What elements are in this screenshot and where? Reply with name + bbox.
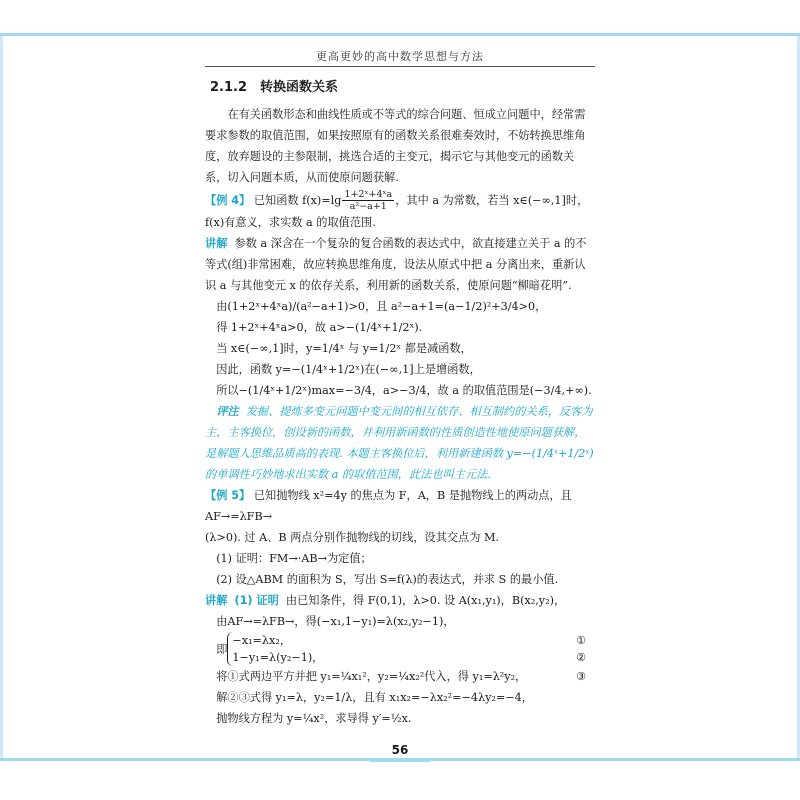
example-5-text-1: 已知抛物线 x²=4y 的焦点为 F，A，B 是抛物线上的两动点，且AF→=λFB→ — [205, 489, 572, 523]
step-5-3-text: 将①式两边平方并把 y₁=¼x₁²，y₂=¼x₂²代入，得 y₁=λ²y₂， — [216, 670, 527, 683]
step-4-5: 所以−(1/4ˣ+1/2ˣ)max=−3/4，a>−3/4，故 a 的取值范围是(−3/4,+∞). — [216, 384, 592, 397]
explanation-4-tag: 讲解 — [205, 237, 228, 250]
example-4-text-a: 已知函数 f(x)=lg — [253, 193, 342, 207]
example-4-line-1 — [205, 188, 595, 212]
running-head: 更高更妙的高中数学思想与方法 — [316, 50, 484, 63]
system-eq-2: 1−y₁=λ(y₂−1)， — [232, 651, 324, 664]
intro-paragraph: 在有关函数形态和曲线性质或不等式的综合问题、恒成立问题中，经常需要求参数的取值范围，如果按照原有的函数关系很难奏效时，不妨转换思维角度，放弃题设的主参限制，挑选合适的主变元，揭示它与其他变元的函数关系，切入问题本质，从而使原问题获解. — [205, 108, 586, 184]
section-title: 2.1.2 转换函数关系 — [210, 80, 339, 95]
fraction-numerator: 1+2ˣ+4ˣa — [344, 188, 393, 200]
fraction-denominator: a²−a+1 — [349, 200, 387, 212]
example-5-q1: (1) 证明：FM→·AB→为定值； — [216, 552, 372, 565]
explanation-5-sub: (1) 证明 — [234, 594, 279, 607]
review-4 — [205, 401, 595, 485]
example-4-tag: 【例 4】 — [205, 193, 251, 207]
step-4-4: 因此，函数 y=−(1/4ˣ+1/2ˣ)在(−∞,1]上是增函数， — [216, 363, 481, 376]
explanation-5-text: 由已知条件，得 F(0,1)，λ>0. 设 A(x₁,y₁)，B(x₂,y₂)， — [285, 594, 566, 607]
explanation-5-tag: 讲解 — [205, 594, 228, 607]
example-4-fraction — [342, 189, 394, 212]
eq-number-3: ③ — [576, 670, 587, 683]
explanation-4 — [205, 233, 595, 296]
left-rail — [0, 36, 3, 758]
explanation-5 — [205, 590, 595, 611]
example-5-line-1 — [205, 485, 595, 527]
step-5-1: 由AF→=λFB→，得(−x₁,1−y₁)=λ(x₂,y₂−1)， — [216, 615, 455, 628]
system-label: 即 — [216, 642, 228, 656]
review-4-tag: 评注 — [216, 405, 239, 418]
step-4-2: 得 1+2ˣ+4ˣa>0，故 a>−(1/4ˣ+1/2ˣ). — [216, 321, 423, 334]
equation-system — [227, 632, 323, 666]
step-4-3: 当 x∈(−∞,1]时，y=1/4ˣ 与 y=1/2ˣ 都是减函数， — [216, 342, 472, 355]
example-5-tag: 【例 5】 — [205, 489, 251, 502]
system-eq-1: −x₁=λx₂， — [232, 634, 292, 647]
page-number: 56 — [391, 743, 409, 757]
bottom-border — [0, 758, 800, 761]
eq-number-1: ① — [576, 634, 587, 647]
example-4-text-b: ，其中 a 为常数，若当 x∈(−∞,1]时， — [395, 193, 589, 207]
step-4-1: 由(1+2ˣ+4ˣa)/(a²−a+1)>0，且 a²−a+1=(a−1/2)²+3/4>0， — [216, 300, 547, 313]
equation-numbers — [576, 632, 586, 666]
eq-number-2: ② — [576, 651, 587, 664]
page-body — [205, 104, 595, 729]
example-4-line-2: f(x)有意义，求实数 a 的取值范围. — [205, 216, 376, 229]
step-5-4: 解②③式得 y₁=λ，y₂=1/λ，且有 x₁x₂=−λx₂²=−4λy₂=−4， — [216, 691, 533, 704]
explanation-4-text: 参数 a 深含在一个复杂的复合函数的表达式中，欲直接建立关于 a 的不等式(组)非常困难，故应转换思维角度，设法从原式中把 a 分离出来，重新认识 a 与其他变元 x 的依存关系，利用新的函数关系，使原问题“柳暗花明”. — [205, 237, 587, 292]
step-5-system — [205, 632, 586, 666]
example-5-line-2: (λ>0). 过 A、B 两点分别作抛物线的切线，设其交点为 M. — [205, 531, 499, 544]
top-border — [0, 33, 800, 36]
review-4-text: 发掘、提炼多变元问题中变元间的相互依存、相互制约的关系，反客为主，主客换位，创设新的函数，并利用新函数的性质创造性地使原问题获解，是解题人思维品质高的表现. 本题主客换位后，利用新建函数 y=−(1/4ˣ+1/2ˣ)的单调性巧妙地求出实数 a 的取值范围，此法也叫主元法. — [205, 405, 594, 481]
step-5-5: 抛物线方程为 y=¼x²，求导得 y′=½x. — [216, 712, 412, 725]
header-rule — [205, 66, 595, 67]
example-5-q2: (2) 设△ABM 的面积为 S，写出 S=f(λ)的表达式，并求 S 的最小值. — [216, 573, 559, 586]
step-5-3 — [205, 666, 586, 687]
